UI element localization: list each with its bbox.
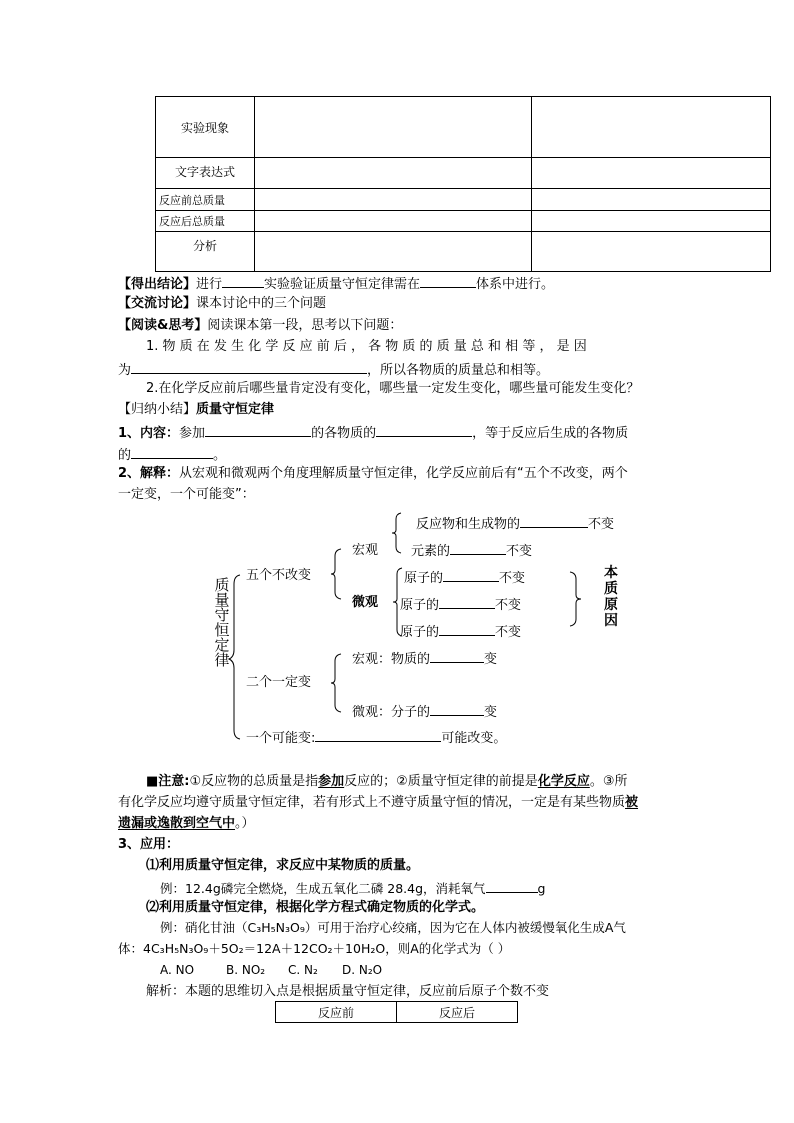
emphasis: 被	[625, 795, 639, 810]
essence-brace-icon	[569, 571, 583, 627]
text: 为	[118, 363, 132, 378]
header-after: 反应后	[397, 1002, 518, 1023]
question-1-line1: 1. 物 质 在 发 生 化 学 反 应 前 后 ， 各 物 质 的 质 量 总 和 相 等 ， 是 因	[146, 339, 587, 354]
five-brace-icon	[331, 548, 343, 600]
two-change-brace-icon	[331, 653, 343, 713]
header-before: 反应前	[276, 1002, 397, 1023]
row-label: 分析	[156, 232, 255, 272]
text: 进行	[196, 277, 223, 292]
section-title: 质量守恒定律	[196, 402, 275, 417]
section-tag: 【归纳小结】	[118, 402, 197, 417]
text: 从宏观和微观两个角度理解质量守恒定律，化学反应前后有“五个不改变，两个	[179, 466, 628, 481]
fill-blank[interactable]	[439, 596, 495, 609]
fill-blank[interactable]	[131, 361, 367, 374]
experiment-table	[155, 96, 771, 272]
text: 不变	[499, 571, 526, 586]
text: 变	[484, 705, 498, 720]
table-cell[interactable]	[532, 232, 771, 272]
summary-heading	[118, 403, 274, 416]
text: 。）	[235, 816, 255, 831]
text: 有化学反应均遵守质量守恒定律，若有形式上不遵守质量守恒的情况，一定是有某些物质	[118, 795, 626, 810]
micro-label: 微观	[352, 595, 379, 610]
two-change-macro	[352, 650, 497, 666]
table-cell[interactable]	[255, 97, 532, 158]
micro-item-1	[404, 569, 525, 585]
text: 元素的	[411, 544, 451, 559]
two-change-micro	[352, 703, 497, 719]
text: 。	[213, 448, 227, 463]
fill-blank[interactable]	[205, 424, 311, 437]
text: 宏观：物质的	[352, 652, 431, 667]
text: 一个可能变:	[246, 731, 316, 746]
table-header-row	[276, 1002, 518, 1023]
analysis-table	[275, 1001, 518, 1023]
text: ，所以各物质的质量总和相等。	[367, 363, 550, 378]
text: 体系中进行。	[476, 277, 555, 292]
note-line1	[146, 775, 627, 788]
analysis-text: 解析：本题的思维切入点是根据质量守恒定律，反应前后原子个数不变	[146, 984, 550, 999]
table-cell[interactable]	[532, 189, 771, 211]
micro-item-3	[400, 623, 521, 639]
text: 可能改变。	[441, 731, 507, 746]
table-row	[156, 211, 771, 232]
row-label: 反应后总质量	[156, 211, 255, 232]
table-cell[interactable]	[532, 211, 771, 232]
root-label: 质量守恒定律	[214, 576, 230, 669]
fill-blank[interactable]	[520, 515, 588, 528]
row-label: 反应前总质量	[156, 189, 255, 211]
example-2-line2: 体：4C₃H₅N₃O₉＋5O₂＝12A＋12CO₂＋10H₂O，则A的化学式为（ ）	[118, 941, 511, 956]
text: 不变	[506, 544, 533, 559]
text: 课本讨论中的三个问题	[196, 296, 327, 311]
example-2-line1: 例：硝化甘油（C₃H₅N₃O₉）可用于治疗心绞痛，因为它在人体内被缓慢氧化生成A气	[160, 920, 626, 935]
table-row	[156, 189, 771, 211]
application-sub1: ⑴利用质量守恒定律，求反应中某物质的质量。	[146, 858, 420, 873]
note-label: ■注意:	[146, 774, 190, 789]
explain-line2: 一定变，一个可能变”：	[118, 487, 255, 502]
question-1-line2	[118, 361, 549, 377]
fill-blank[interactable]	[430, 650, 484, 663]
question-2: 2.在化学反应前后哪些量肯定没有变化，哪些量一定发生变化，哪些量可能发生变化？	[146, 381, 640, 396]
application-sub2: ⑵利用质量守恒定律，根据化学方程式确定物质的化学式。	[146, 900, 485, 915]
section-tag: 【得出结论】	[118, 277, 197, 292]
root-brace-icon	[228, 574, 242, 740]
table-cell[interactable]	[255, 232, 532, 272]
fill-blank[interactable]	[486, 880, 538, 893]
one-possible-change	[246, 729, 506, 745]
fill-blank[interactable]	[376, 424, 472, 437]
label: 2、解释：	[118, 466, 180, 481]
fill-blank[interactable]	[450, 542, 506, 555]
row-label: 实验现象	[156, 97, 255, 158]
text: 阅读课本第一段，思考以下问题：	[207, 318, 403, 333]
table-cell[interactable]	[532, 97, 771, 158]
section-tag: 【交流讨论】	[118, 296, 197, 311]
content-line2	[118, 446, 226, 462]
text: 反应的；②质量守恒定律的前提是	[344, 774, 538, 789]
text: 。③所	[589, 774, 628, 789]
macro-item-2	[411, 542, 532, 558]
macro-brace-icon	[392, 512, 402, 554]
section-tag: 【阅读&思考】	[118, 318, 208, 333]
explain-line1	[118, 467, 628, 480]
text: g	[537, 881, 546, 896]
text: 不变	[495, 598, 522, 613]
text: 反应物和生成物的	[416, 517, 521, 532]
text: ，等于反应后生成的各物质	[472, 426, 629, 441]
text: 微观：分子的	[352, 705, 431, 720]
text: 例：12.4g磷完全燃烧，生成五氧化二磷 28.4g，消耗氧气	[160, 881, 486, 896]
fill-blank[interactable]	[131, 446, 213, 459]
note-line2	[118, 796, 638, 809]
macro-item-1	[416, 515, 614, 531]
fill-blank[interactable]	[420, 275, 476, 288]
text: ①反应物的总质量是指	[189, 774, 319, 789]
table-row	[156, 97, 771, 158]
table-cell[interactable]	[255, 211, 532, 232]
five-invariant-label: 五个不改变	[246, 568, 312, 583]
macro-label: 宏观	[352, 543, 379, 558]
application-title: 3、应用：	[118, 837, 180, 852]
text: 不变	[495, 625, 522, 640]
emphasis: 化学反应	[537, 774, 590, 789]
two-change-label: 二个一定变	[246, 675, 312, 690]
option-d[interactable]: D. N₂O	[342, 963, 383, 977]
table-row	[156, 158, 771, 189]
text: 原子的	[400, 625, 440, 640]
text: 变	[484, 652, 498, 667]
label: 1、内容：	[118, 426, 180, 441]
table-cell[interactable]	[255, 189, 532, 211]
table-row	[156, 232, 771, 272]
essence-label: 本质原因	[604, 565, 618, 629]
content-line1	[118, 424, 628, 440]
row-label: 文字表达式	[156, 158, 255, 189]
text: 的各物质的	[311, 426, 377, 441]
discussion-line	[118, 297, 326, 310]
text: 参加	[179, 426, 206, 441]
fill-blank[interactable]	[222, 275, 264, 288]
fill-blank[interactable]	[439, 623, 495, 636]
micro-item-2	[400, 596, 521, 612]
answer-options	[160, 964, 382, 976]
option-c[interactable]: C. N₂	[288, 963, 318, 977]
fill-blank[interactable]	[315, 729, 441, 742]
option-b[interactable]: B. NO₂	[226, 963, 266, 977]
text: 原子的	[400, 598, 440, 613]
fill-blank[interactable]	[443, 569, 499, 582]
emphasis: 遗漏或逸散到空气中	[118, 816, 236, 831]
conclusion-line	[118, 275, 554, 291]
emphasis: 参加	[318, 774, 345, 789]
fill-blank[interactable]	[430, 703, 484, 716]
table-cell[interactable]	[255, 158, 532, 189]
table-cell[interactable]	[532, 158, 771, 189]
text: 原子的	[404, 571, 444, 586]
note-line3	[118, 817, 255, 830]
reading-line	[118, 319, 402, 332]
text: 实验验证质量守恒定律需在	[264, 277, 421, 292]
example-1	[160, 880, 545, 896]
text: 不变	[588, 517, 615, 532]
option-a[interactable]: A. NO	[160, 963, 195, 977]
text: 的	[118, 448, 132, 463]
